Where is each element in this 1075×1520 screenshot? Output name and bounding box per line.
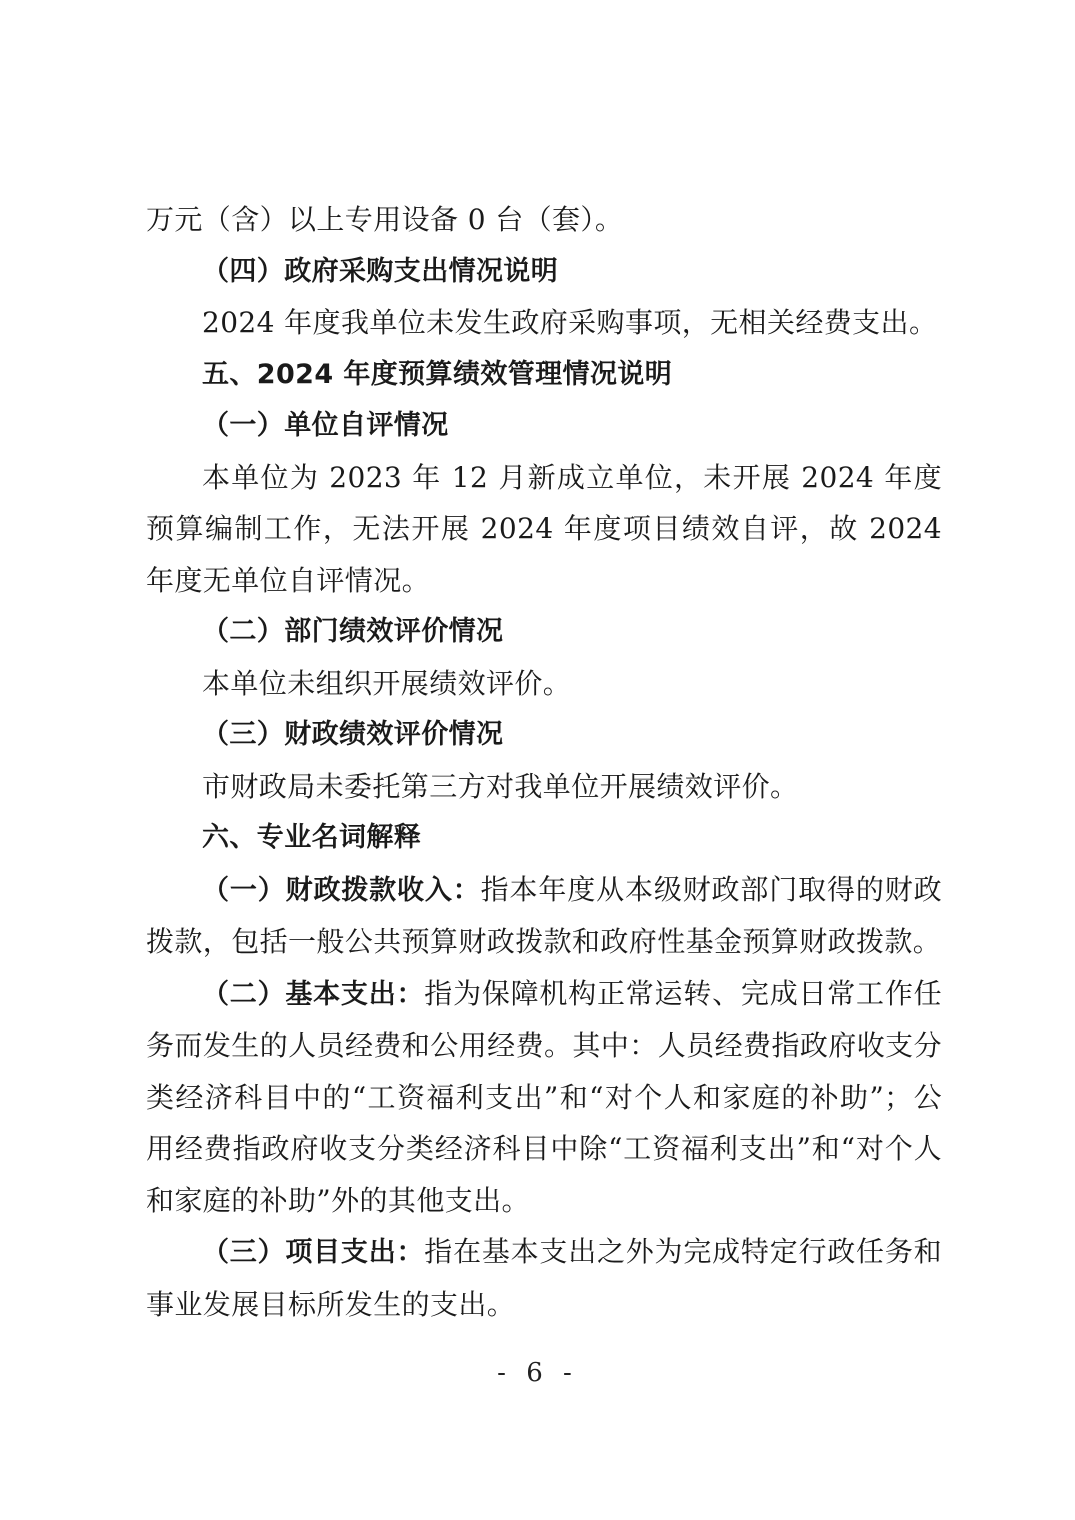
definition-term: （二）基本支出： (202, 978, 425, 1010)
definition-text: 指本年度从本级财政部门取得的财政拨款，包括一般公共预算财政拨款和政府性基金预算财政拨款。 (146, 872, 942, 958)
self-evaluation-heading: （一）单位自评情况 (202, 410, 449, 441)
procurement-heading: （四）政府采购支出情况说明 (202, 255, 559, 287)
definition-text: 指为保障机构正常运转、完成日常工作任务而发生的人员经费和公用经费。其中：人员经费指政府收支分类经济科目中的“工资福利支出”和“对个人和家庭的补助”；公用经费指政府收支分类经济科目中除“工资福利支出”和“对个人和家庭的补助”外的其他支出。 (146, 976, 943, 1217)
finance-evaluation-heading: （三）财政绩效评价情况 (202, 719, 504, 750)
department-evaluation-heading: （二）部门绩效评价情况 (202, 616, 504, 647)
page-number: - 6 - (497, 1358, 578, 1388)
finance-evaluation-paragraph: 市财政局未委托第三方对我单位开展绩效评价。 (202, 769, 799, 803)
definition-term: （一）财政拨款收入： (202, 874, 481, 906)
procurement-paragraph: 2024 年度我单位未发生政府采购事项，无相关经费支出。 (202, 306, 938, 339)
definition-basic-expenditure (146, 968, 942, 1227)
continuation-paragraph: 万元（含）以上专用设备 0 台（套）。 (146, 203, 624, 236)
definition-project-expenditure (146, 1226, 942, 1330)
definition-text: 指在基本支出之外为完成特定行政任务和事业发展目标所发生的支出。 (146, 1235, 943, 1321)
section-six-heading: 六、专业名词解释 (202, 822, 422, 853)
definition-fiscal-appropriation (146, 864, 942, 968)
self-evaluation-paragraph: 本单位为 2023 年 12 月新成立单位，未开展 2024 年度预算编制工作，无法开展 2024 年度项目绩效自评，故 2024 年度无单位自评情况。 (146, 460, 942, 597)
document-body (146, 194, 942, 1330)
department-evaluation-paragraph: 本单位未组织开展绩效评价。 (202, 666, 572, 700)
section-five-heading: 五、2024 年度预算绩效管理情况说明 (202, 358, 673, 390)
definition-term: （三）项目支出： (202, 1237, 425, 1268)
